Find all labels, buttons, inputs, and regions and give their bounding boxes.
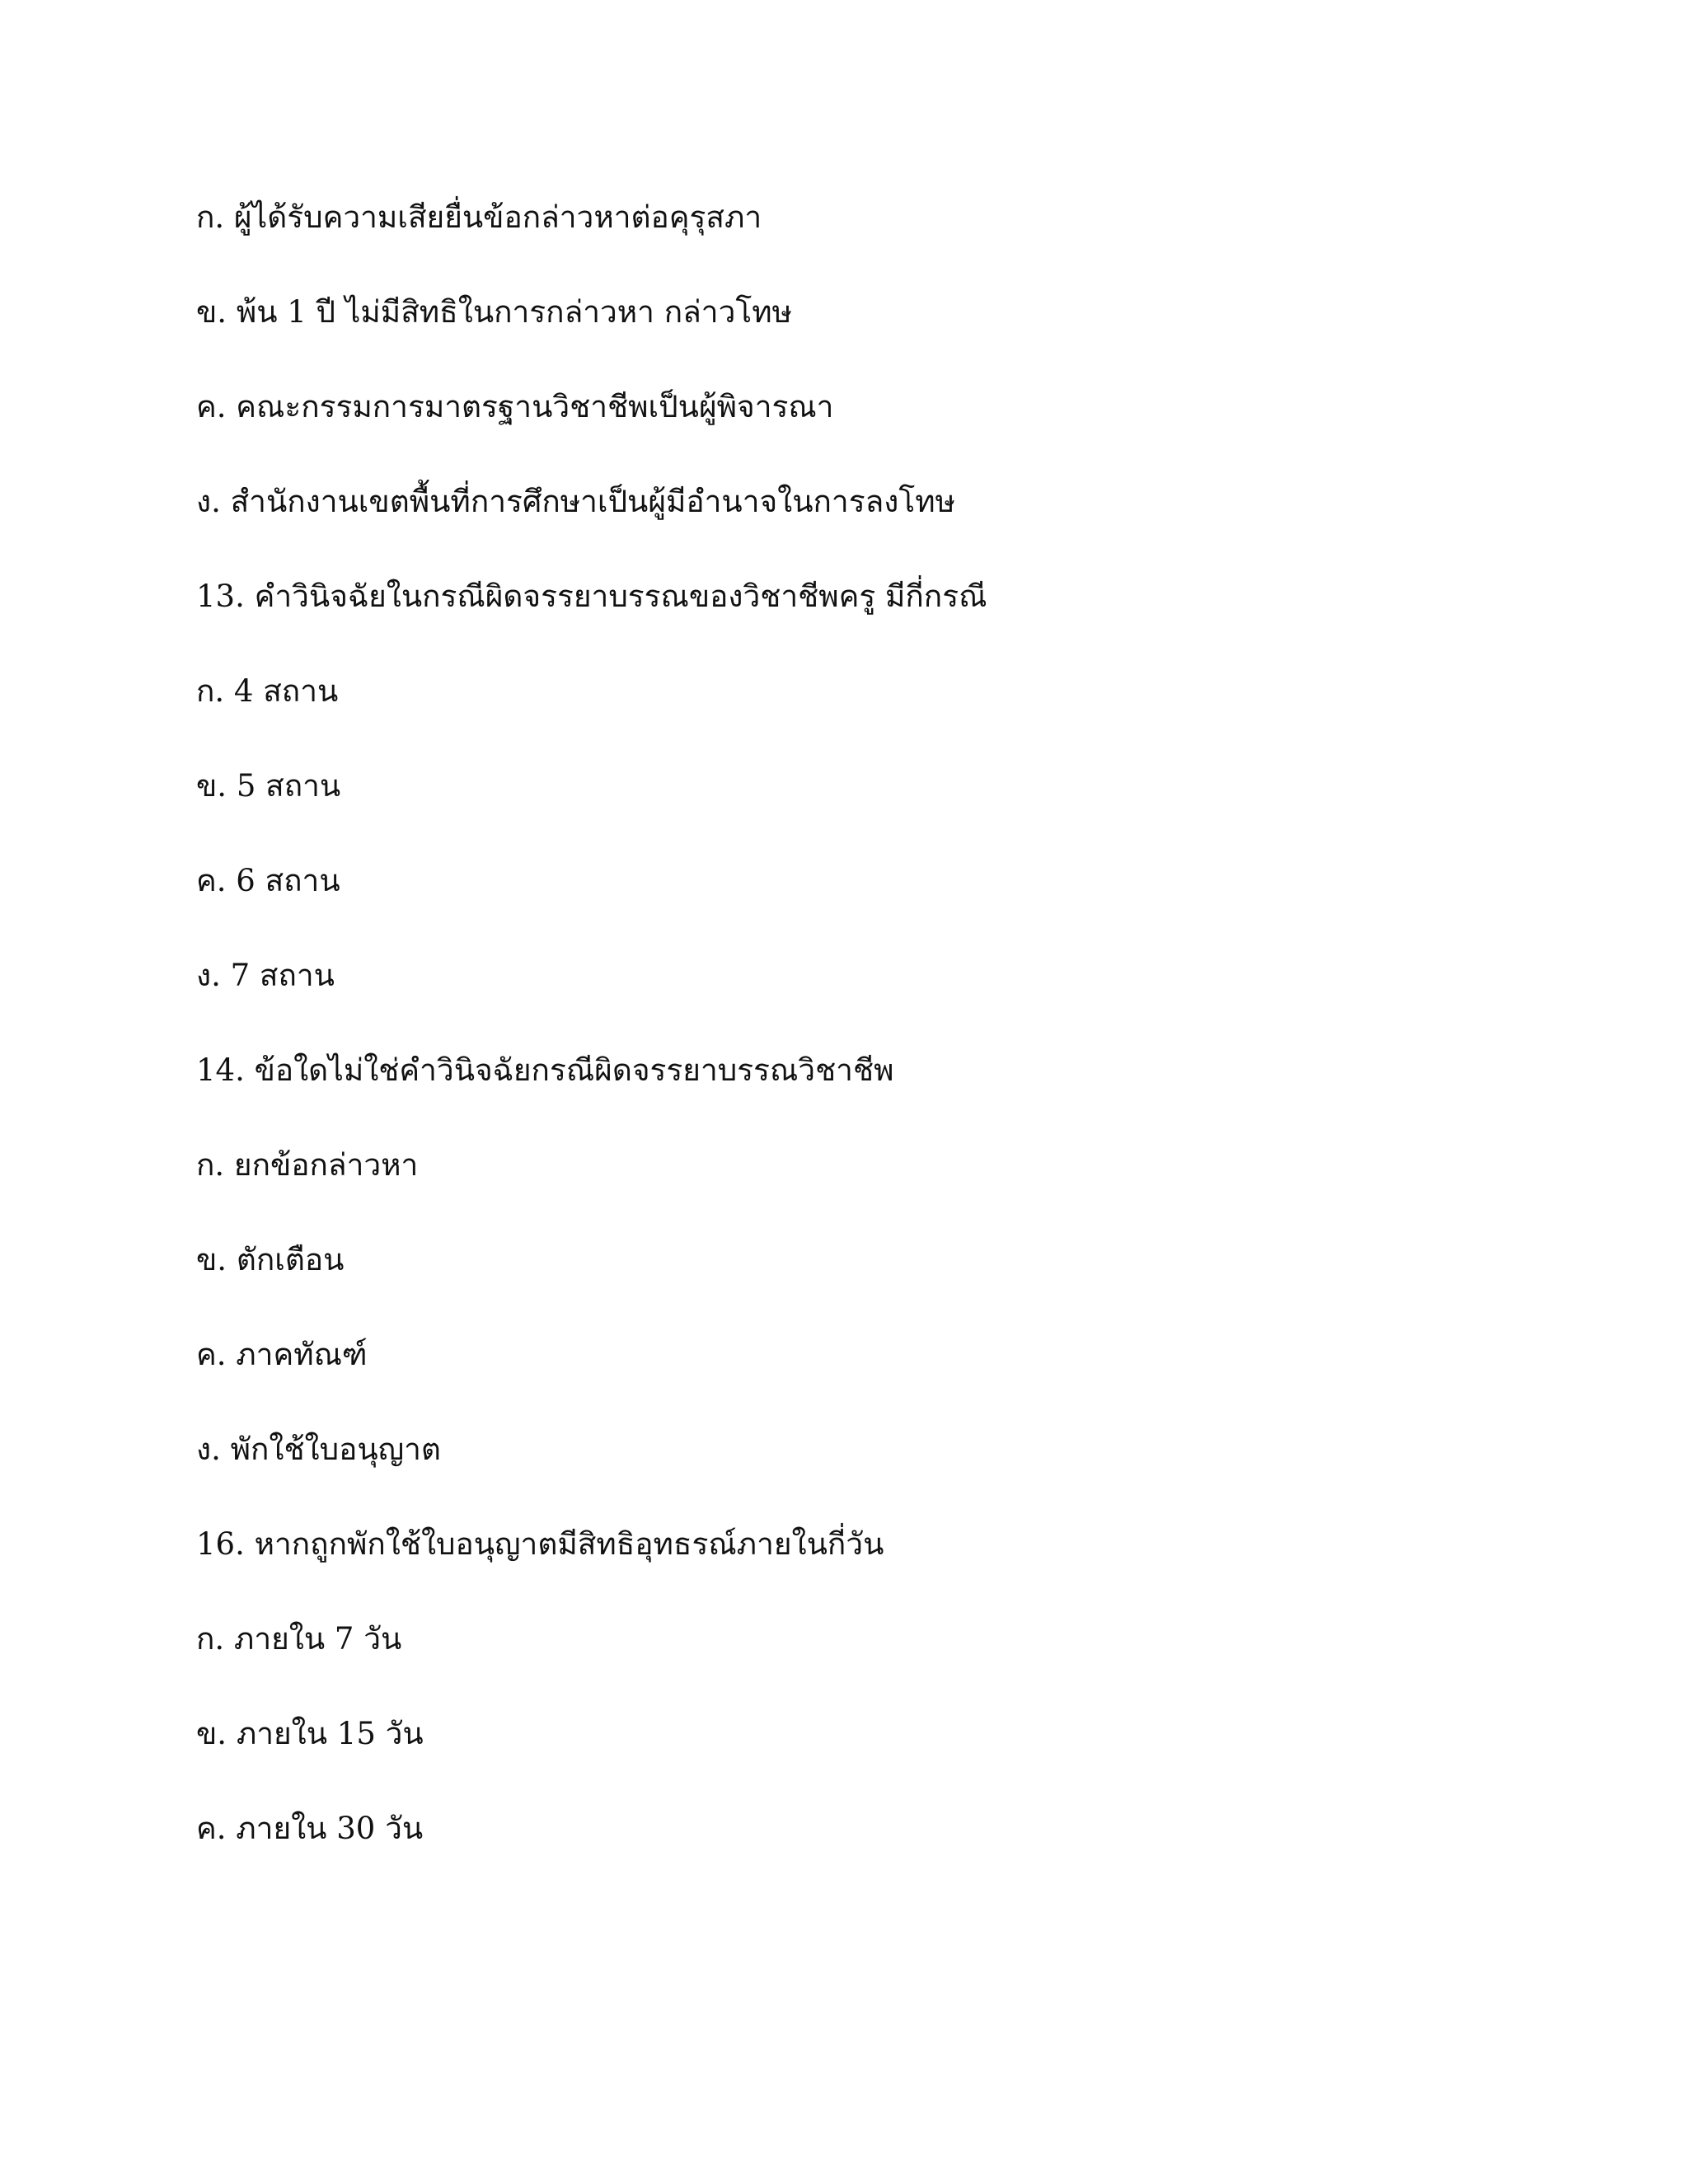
answer-option-a: ก. ยกข้อกล่าวหา xyxy=(196,1147,419,1183)
question-13: 13. คำวินิจฉัยในกรณีผิดจรรยาบรรณของวิชาชีพครู มีกี่กรณี xyxy=(196,579,987,614)
answer-option-b: ข. 5 สถาน xyxy=(196,768,341,804)
answer-option-b: ข. พ้น 1 ปี ไม่มีสิทธิในการกล่าวหา กล่าวโทษ xyxy=(196,294,792,330)
answer-option-b: ข. ภายใน 15 วัน xyxy=(196,1716,424,1751)
question-list xyxy=(196,198,1597,1904)
answer-option-c: ค. คณะกรรมการมาตรฐานวิชาชีพเป็นผู้พิจารณา xyxy=(196,389,834,424)
answer-option-c: ค. ภาคทัณฑ์ xyxy=(196,1337,368,1372)
answer-option-d: ง. 7 สถาน xyxy=(196,958,335,993)
answer-option-a: ก. ภายใน 7 วัน xyxy=(196,1621,402,1657)
answer-option-c: ค. 6 สถาน xyxy=(196,863,340,898)
question-16: 16. หากถูกพักใช้ใบอนุญาตมีสิทธิอุทธรณ์ภายในกี่วัน xyxy=(196,1526,884,1562)
question-14: 14. ข้อใดไม่ใช่คำวินิจฉัยกรณีผิดจรรยาบรรณวิชาชีพ xyxy=(196,1052,894,1088)
answer-option-d: ง. สำนักงานเขตพื้นที่การศึกษาเป็นผู้มีอำนาจในการลงโทษ xyxy=(196,484,955,519)
answer-option-a: ก. ผู้ได้รับความเสียยื่นข้อกล่าวหาต่อคุรุสภา xyxy=(196,199,762,235)
answer-option-a: ก. 4 สถาน xyxy=(196,673,339,709)
answer-option-c: ค. ภายใน 30 วัน xyxy=(196,1811,424,1846)
answer-option-b: ข. ตักเตือน xyxy=(196,1242,345,1277)
answer-option-d: ง. พักใช้ใบอนุญาต xyxy=(196,1432,441,1467)
